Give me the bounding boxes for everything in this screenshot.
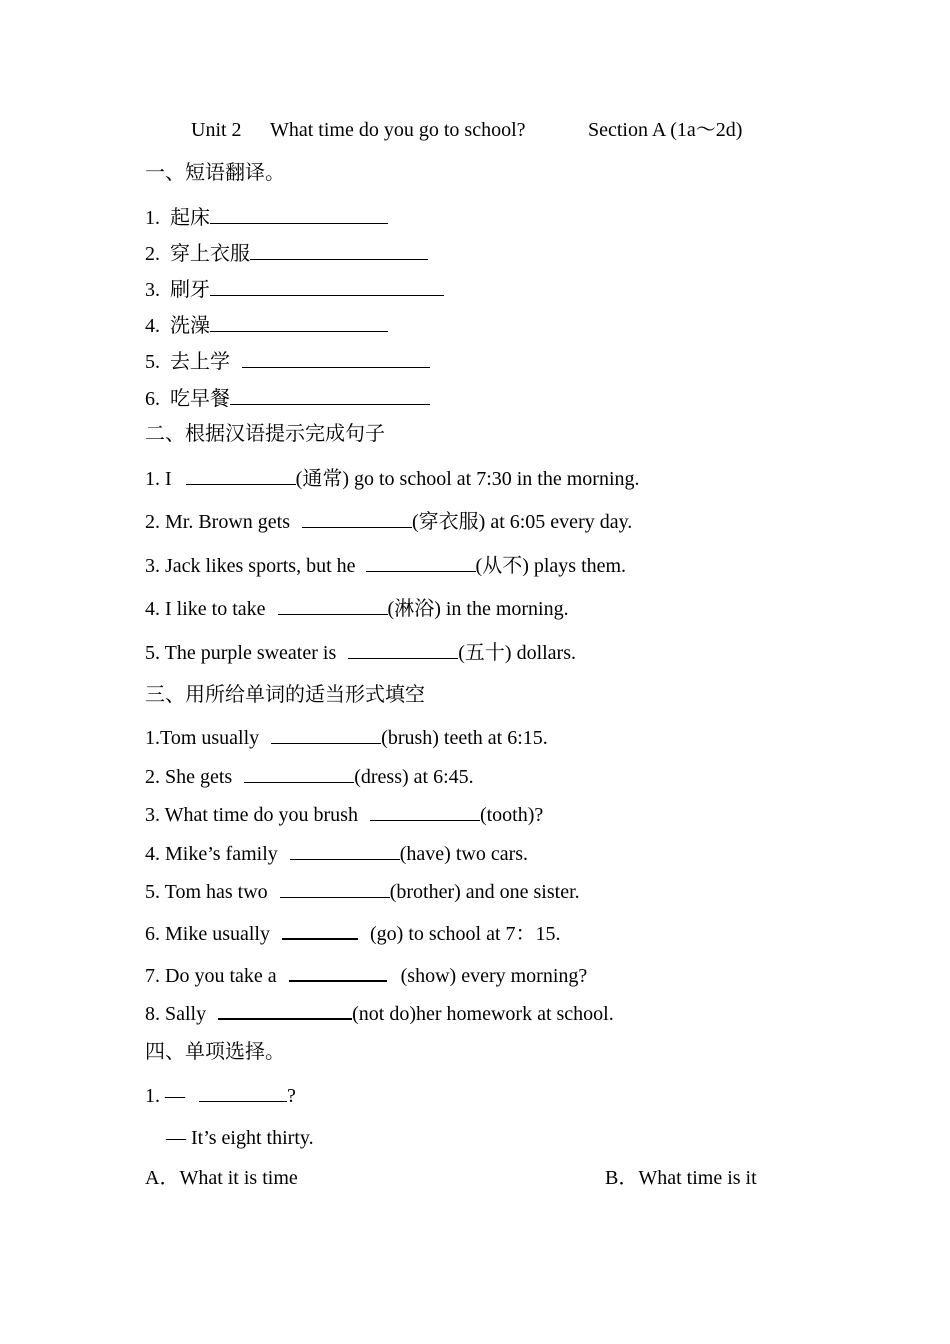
item-text: (show) every morning? (400, 965, 588, 987)
answer-blank[interactable] (271, 725, 381, 744)
answer-blank[interactable] (242, 349, 430, 368)
item-text: (淋浴) in the morning. (387, 598, 569, 620)
item-text: 6. 吃早餐 (145, 388, 230, 410)
item-text: ? (287, 1085, 296, 1107)
item-text: (五十) dollars. (458, 642, 577, 664)
answer-blank[interactable] (280, 879, 390, 898)
option-b[interactable]: B．What time is it (605, 1167, 757, 1189)
answer-blank[interactable] (218, 1000, 352, 1020)
answer-blank[interactable] (278, 596, 388, 615)
answer-blank[interactable] (186, 466, 296, 485)
item-text: 4. I like to take (145, 598, 266, 620)
part3-item (145, 962, 587, 988)
answer-blank[interactable] (230, 386, 430, 405)
part3-item (145, 725, 548, 750)
title-question: What time do you go to school? (270, 119, 526, 141)
part2-item (145, 596, 569, 621)
part1-item (145, 313, 388, 338)
part3-item (145, 764, 474, 789)
item-text: 2. She gets (145, 766, 233, 788)
item-text: 5. 去上学 (145, 351, 230, 373)
item-text: 5. Tom has two (145, 881, 268, 903)
item-text: 1. 起床 (145, 207, 210, 229)
item-text: 2. 穿上衣服 (145, 243, 250, 265)
item-text: (not do)her homework at school. (352, 1003, 614, 1025)
answer-blank[interactable] (199, 1083, 287, 1102)
item-text: (dress) at 6:45. (354, 766, 474, 788)
item-text: 1. I (145, 468, 172, 490)
item-text: (brother) and one sister. (389, 881, 580, 903)
item-text: (通常) go to school at 7:30 in the morning. (295, 468, 640, 490)
part3-item (145, 920, 561, 946)
answer-blank[interactable] (289, 962, 387, 982)
part1-item (145, 241, 428, 266)
answer-blank[interactable] (370, 802, 480, 821)
part3-item (145, 879, 580, 904)
answer-blank[interactable] (210, 313, 388, 332)
part3-item (145, 802, 543, 827)
part3-item (145, 1000, 614, 1026)
answer-blank[interactable] (282, 920, 358, 940)
item-text: 1.Tom usually (145, 727, 260, 749)
answer-blank[interactable] (250, 241, 428, 260)
answer-blank[interactable] (210, 205, 388, 224)
title-section: Section A (1a～2d) (588, 119, 743, 141)
item-text: 6. Mike usually (145, 923, 270, 945)
part4-question (145, 1083, 296, 1108)
item-text: (brush) teeth at 6:15. (381, 727, 548, 749)
item-text: 5. The purple sweater is (145, 642, 337, 664)
item-text: (tooth)? (479, 804, 544, 826)
answer-blank[interactable] (302, 509, 412, 528)
part2-item (145, 553, 626, 578)
part2-heading: 二、根据汉语提示完成句子 (145, 423, 385, 445)
part4-answer: — It’s eight thirty. (166, 1127, 314, 1149)
part2-item (145, 509, 632, 534)
title-unit: Unit 2 (191, 119, 242, 141)
answer-blank[interactable] (290, 841, 400, 860)
item-text: 1. — (145, 1085, 185, 1107)
part2-item (145, 640, 576, 665)
part3-item (145, 841, 528, 866)
item-text: 4. 洗澡 (145, 315, 210, 337)
item-text: 4. Mike’s family (145, 843, 278, 865)
part2-item (145, 466, 640, 491)
part1-item (145, 205, 388, 230)
answer-blank[interactable] (366, 553, 476, 572)
part1-item (145, 349, 430, 374)
item-text: (从不) plays them. (475, 555, 627, 577)
item-text: 3. Jack likes sports, but he (145, 555, 356, 577)
part1-item (145, 386, 430, 411)
option-a[interactable]: A．What it is time (145, 1167, 298, 1189)
item-text: (穿衣服) at 6:05 every day. (412, 511, 633, 533)
item-text: 7. Do you take a (145, 965, 277, 987)
answer-blank[interactable] (348, 640, 458, 659)
part1-item (145, 277, 444, 302)
answer-blank[interactable] (210, 277, 444, 296)
item-text: 8. Sally (145, 1003, 207, 1025)
item-text: 2. Mr. Brown gets (145, 511, 290, 533)
answer-blank[interactable] (244, 764, 354, 783)
part3-heading: 三、用所给单词的适当形式填空 (145, 684, 425, 706)
item-text: (go) to school at 7：15. (370, 923, 561, 945)
item-text: 3. 刷牙 (145, 279, 210, 301)
part1-heading: 一、短语翻译。 (145, 162, 285, 184)
part4-heading: 四、单项选择。 (145, 1041, 285, 1063)
item-text: (have) two cars. (399, 843, 529, 865)
item-text: 3. What time do you brush (145, 804, 358, 826)
